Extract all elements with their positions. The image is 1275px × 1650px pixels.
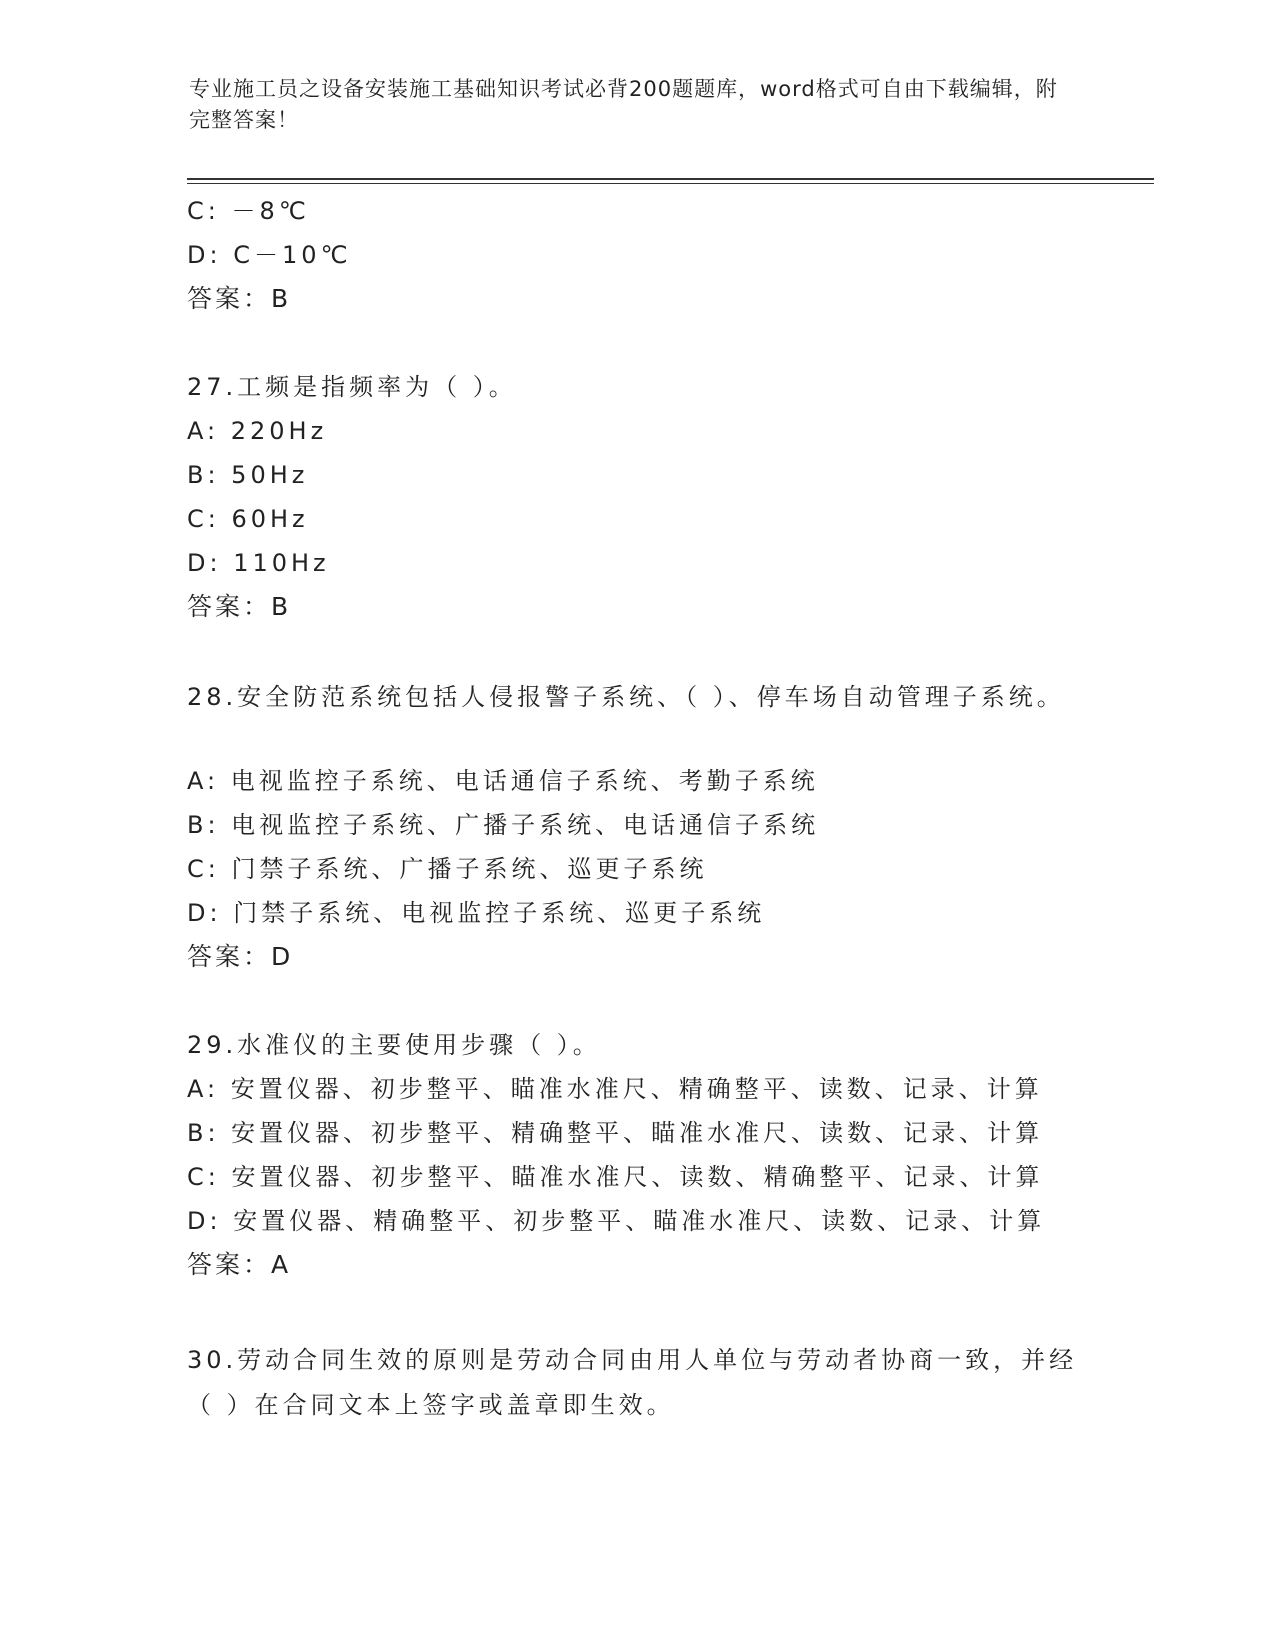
- option-a: A: 安置仪器、初步整平、瞄准水准尺、精确整平、读数、记录、计算: [187, 1075, 1043, 1103]
- option-c: C: 安置仪器、初步整平、瞄准水准尺、读数、精确整平、记录、计算: [187, 1163, 1044, 1191]
- option-b: B: 50Hz: [187, 461, 309, 489]
- option-b: B: 电视监控子系统、广播子系统、电话通信子系统: [187, 811, 820, 839]
- option-d: D: 门禁子系统、电视监控子系统、巡更子系统: [187, 899, 766, 927]
- option-d: D: 安置仪器、精确整平、初步整平、瞄准水准尺、读数、记录、计算: [187, 1207, 1046, 1235]
- option-d: D: 110Hz: [187, 549, 330, 577]
- option-c: C: 60Hz: [187, 505, 309, 533]
- option-a: A: 电视监控子系统、电话通信子系统、考勤子系统: [187, 767, 819, 795]
- question-stem: 27.工频是指频率为（ ）。: [187, 373, 517, 401]
- document-header: 专业施工员之设备安装施工基础知识考试必背200题题库，word格式可自由下载编辑，附完整答案！: [189, 77, 1058, 132]
- option-c: C: －8℃: [187, 197, 310, 225]
- answer: 答案：D: [187, 942, 294, 971]
- answer: 答案：B: [187, 592, 292, 621]
- question-stem: 30.劳动合同生效的原则是劳动合同由用人单位与劳动者协商一致，并经（ ）在合同文本上签字或盖章即生效。: [187, 1346, 1078, 1419]
- answer: 答案：B: [187, 284, 292, 313]
- option-c: C: 门禁子系统、广播子系统、巡更子系统: [187, 855, 708, 883]
- option-d: D: C－10℃: [187, 241, 352, 269]
- question-stem: 29.水准仪的主要使用步骤（ ）。: [187, 1031, 601, 1059]
- header-divider-thick: [187, 178, 1154, 180]
- header-divider-thin: [187, 183, 1154, 184]
- question-stem: 28.安全防范系统包括人侵报警子系统、（ ）、停车场自动管理子系统。: [187, 683, 1065, 711]
- option-a: A: 220Hz: [187, 417, 328, 445]
- answer: 答案：A: [187, 1250, 292, 1279]
- option-b: B: 安置仪器、初步整平、精确整平、瞄准水准尺、读数、记录、计算: [187, 1119, 1044, 1147]
